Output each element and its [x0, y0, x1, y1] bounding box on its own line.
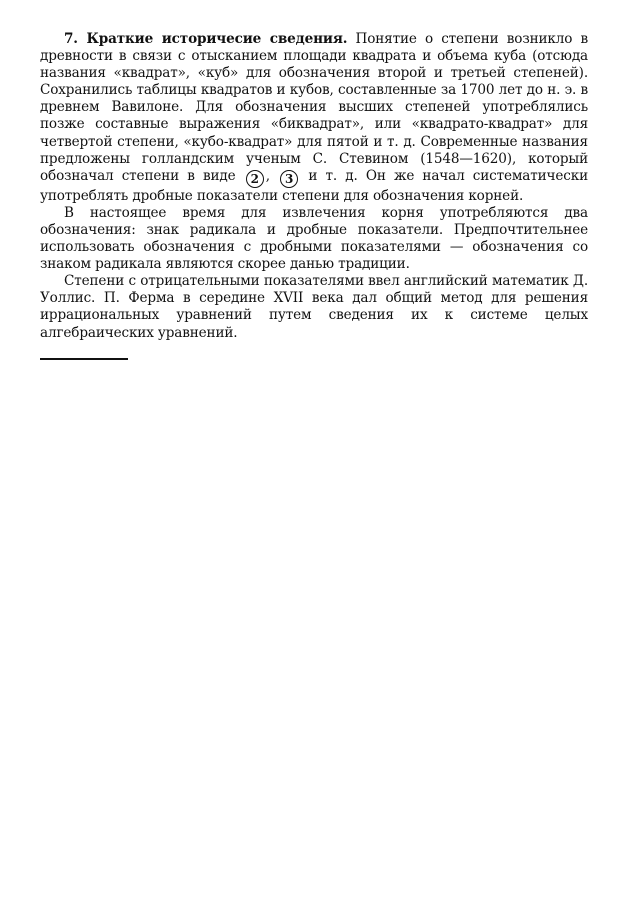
- circled-power-2: 2: [246, 170, 264, 188]
- paragraph-intro: [40, 31, 588, 205]
- paragraph-intro-text: Понятие о степени возникло в древности в связи с отысканием площади квадрата и объема куба (отсюда названия «квадрат», «куб» для обозначения второй и третьей степеней). Сохранились таблицы квадратов и кубов, составленные за 1700 лет до н. э. в древнем Вавилоне. Для обозначения высших степеней употреблялись позже составные выражения «биквадрат», или «квадрато-квадрат» для четвертой степени, «кубо-квадрат» для пятой и т. д. Современные названия предложены голландским ученым С. Стевином (1548—1620), который обозначал степени в виде: [40, 31, 588, 184]
- footnote-rule: [40, 358, 128, 360]
- paragraph-radical-notation: В настоящее время для извлечения корня употребляются два обозначения: знак радикала и дробные показатели. Предпочтительнее использовать обозначения с дробными показателями — обозначения со знаком радикала являются скорее данью традиции.: [40, 204, 588, 273]
- circled-power-3: 3: [280, 170, 298, 188]
- section-heading: 7. Краткие историчесие сведения.: [64, 31, 348, 47]
- history-section: [40, 31, 588, 342]
- paragraph-negative-exponents: Степени с отрицательными показателями ввел английский математик Д. Уоллис. П. Ферма в середине XVII века дал общий метод для решения иррациональных уравнений путем сведения их к системе целых алгебраических уравнений.: [40, 273, 588, 341]
- paragraph-intro-text-end: и т. д. Он же начал систематически употреблять дробные показатели степени для обозначения корней.: [40, 167, 588, 204]
- separator-comma: ,: [265, 167, 270, 184]
